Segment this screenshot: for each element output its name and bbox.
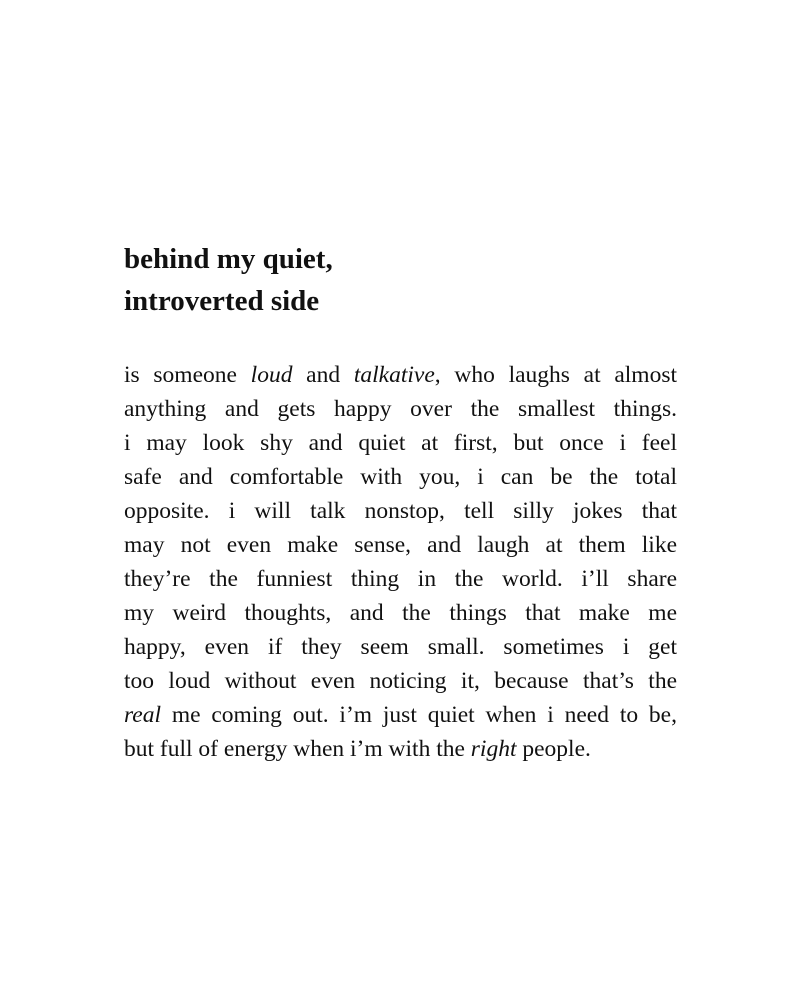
body-text: safe and comfortable with you, i can be the total: [124, 464, 677, 490]
body-text: , who laughs at almost: [434, 362, 677, 388]
body-text: anything and gets happy over the smallest things.: [124, 396, 677, 422]
body-line: [124, 460, 677, 494]
body-line: [124, 358, 677, 392]
body-text: may not even make sense, and laugh at them like: [124, 532, 677, 558]
body-text: is someone: [124, 362, 251, 388]
body-line: [124, 698, 677, 732]
body-text: people.: [516, 736, 591, 762]
body-line: [124, 494, 677, 528]
emphasis-text: talkative: [353, 362, 435, 388]
body-line: [124, 392, 677, 426]
emphasis-text: real: [124, 702, 161, 728]
title-line: introverted side: [124, 285, 320, 317]
body-text: i may look shy and quiet at first, but once i feel: [124, 430, 677, 456]
title-line: behind my quiet,: [124, 243, 333, 275]
body-text: and: [292, 362, 354, 388]
poem-page: [124, 238, 677, 766]
body-text: but full of energy when i’m with the: [124, 736, 471, 762]
body-line: [124, 528, 677, 562]
body-line: [124, 426, 677, 460]
body-line: [124, 664, 677, 698]
emphasis-text: right: [470, 736, 517, 762]
body-text: they’re the funniest thing in the world. i’ll share: [124, 566, 677, 592]
body-line: [124, 630, 677, 664]
body-line: [124, 562, 677, 596]
body-text: me coming out. i’m just quiet when i need to be,: [160, 702, 677, 728]
body-line: [124, 732, 677, 766]
body-text: opposite. i will talk nonstop, tell silly jokes that: [124, 498, 677, 524]
emphasis-text: loud: [250, 362, 293, 388]
body-text: my weird thoughts, and the things that make me: [124, 600, 677, 626]
poem-title: [124, 238, 677, 322]
body-text: happy, even if they seem small. sometimes i get: [124, 634, 677, 660]
poem-body: [124, 358, 677, 766]
body-text: too loud without even noticing it, because that’s the: [124, 668, 677, 694]
body-line: [124, 596, 677, 630]
